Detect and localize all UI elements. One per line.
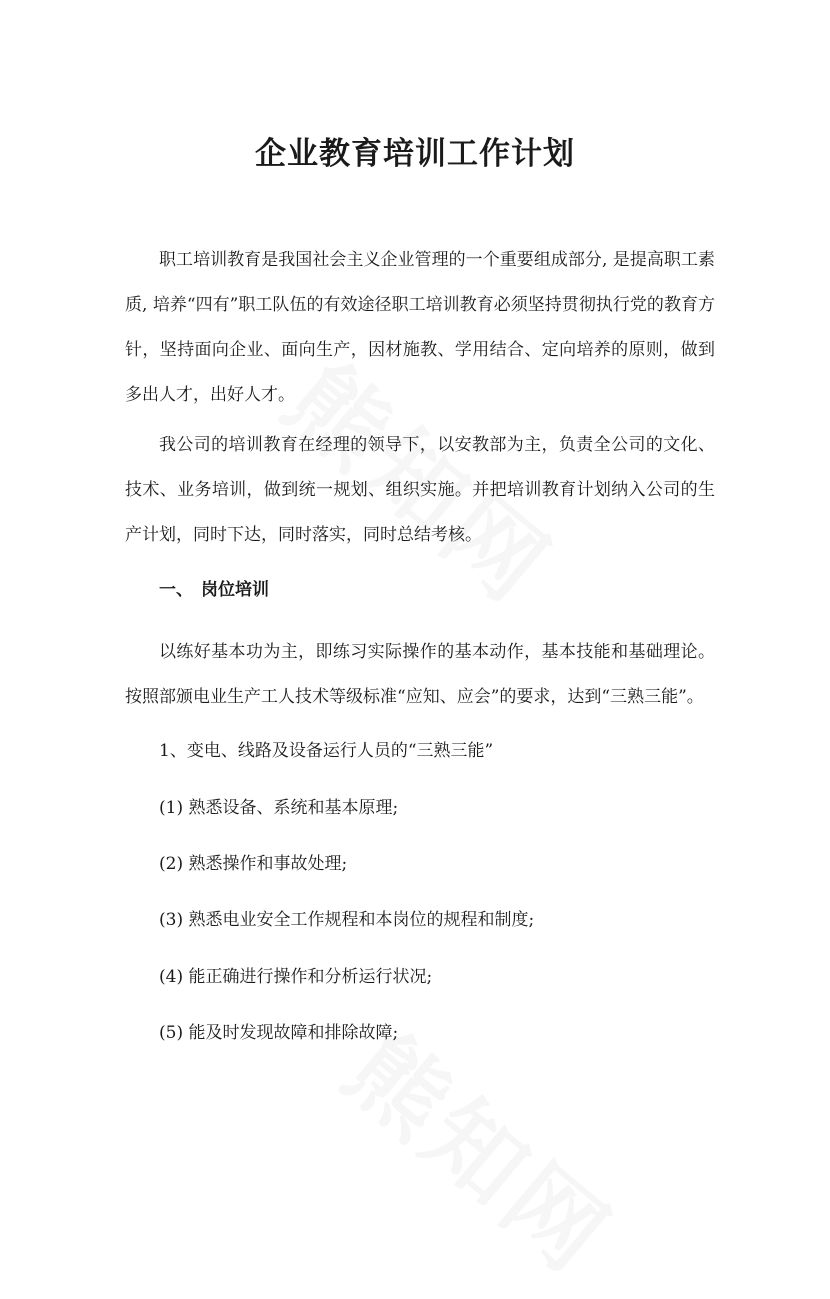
list-item: (4) 能正确进行操作和分析运行状况; bbox=[159, 967, 433, 987]
document-title: 企业教育培训工作计划 bbox=[255, 136, 575, 172]
section-number: 一、 bbox=[159, 580, 193, 600]
section-title: 岗位培训 bbox=[201, 580, 269, 600]
list-item: (2) 熟悉操作和事故处理; bbox=[159, 854, 348, 874]
organization-paragraph: 我公司的培训教育在经理的领导下，以安教部为主，负责全公司的文化、技术、业务培训，做到统一规划、组织实施。并把培训教育计划纳入公司的生产计划，同时下达，同时落实，同时总结考核。 bbox=[125, 435, 715, 545]
section-paragraph: 以练好基本功为主，即练习实际操作的基本动作，基本技能和基础理论。按照部颁电业生产工人技术等级标准“应知、应会”的要求，达到“三熟三能”。 bbox=[125, 642, 715, 707]
list-item: (1) 熟悉设备、系统和基本原理; bbox=[159, 798, 399, 818]
intro-paragraph: 职工培训教育是我国社会主义企业管理的一个重要组成部分, 是提高职工素质, 培养“四有”职工队伍的有效途径职工培训教育必须坚持贯彻执行党的教育方针，坚持面向企业、面向生产，因材施教、学用结合、定向培养的原则，做到多出人才，出好人才。 bbox=[125, 250, 715, 405]
list-item: (3) 熟悉电业安全工作规程和本岗位的规程和制度; bbox=[159, 910, 535, 930]
sub-heading: 1、变电、线路及设备运行人员的“三熟三能” bbox=[159, 741, 494, 761]
list-item: (5) 能及时发现故障和排除故障; bbox=[159, 1023, 399, 1043]
section-heading bbox=[159, 568, 269, 613]
